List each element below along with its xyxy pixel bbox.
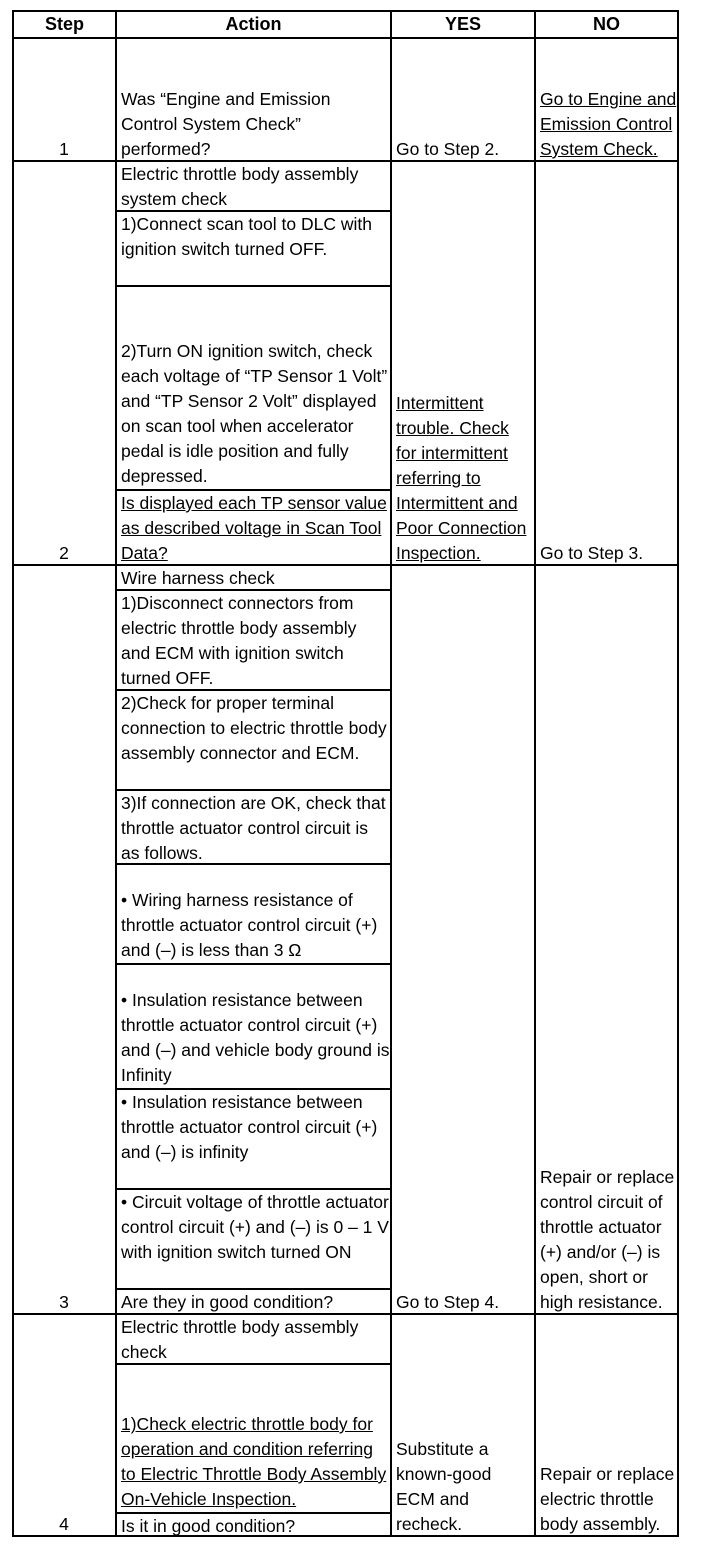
action-question: Was “Engine and Emission Control System Check” performed? — [121, 89, 331, 159]
action-question: Are they in good condition? — [121, 1292, 334, 1312]
action-question: Is it in good condition? — [121, 1516, 296, 1536]
action-bullet: • Insulation resistance between throttle actuator control circuit (+) and (–) is infinity — [121, 1092, 378, 1162]
no-text: Repair or replace control circuit of throttle actuator (+) and/or (–) is open, short or high resistance. — [540, 1167, 675, 1312]
action-title: Electric throttle body assembly check — [121, 1317, 359, 1362]
no-cell — [536, 566, 677, 1315]
action-step-text: 2)Turn ON ignition switch, check each voltage of “TP Sensor 1 Volt” and “TP Sensor 2 Volt” displayed on scan tool when accelerator pedal is idle position and fully depressed. — [121, 341, 388, 486]
action-step: 1)Disconnect connectors from electric throttle body assembly and ECM with ignition switch turned OFF. — [121, 593, 357, 688]
action-step: 1)Connect scan tool to DLC with ignition switch turned OFF. — [121, 214, 372, 259]
action-bullet: • Circuit voltage of throttle actuator control circuit (+) and (–) is 0 – 1 V with ignition switch turned ON — [121, 1192, 389, 1262]
table-header — [14, 12, 677, 39]
no-text: Go to Step 3. — [540, 543, 644, 563]
action-step-link[interactable]: 1)Check electric throttle body for operation and condition referring to Electric Throttle Body Assembly On-Vehicle Inspection. — [121, 1414, 387, 1509]
yes-cell[interactable] — [392, 162, 534, 566]
action-bullet — [117, 865, 390, 963]
header-yes: YES — [444, 14, 482, 34]
no-cell — [536, 162, 677, 566]
diagnostic-table — [12, 10, 679, 1537]
step-number: 1 — [59, 139, 69, 159]
yes-link[interactable]: Intermittent trouble. Check for intermittent referring to Intermittent and Poor Connection Inspection. — [396, 393, 527, 563]
no-cell — [536, 1315, 677, 1537]
action-title: Wire harness check — [121, 568, 275, 588]
header-action: Action — [225, 14, 282, 34]
action-step[interactable] — [117, 1365, 390, 1512]
no-link[interactable]: Go to Engine and Emission Control System Check. — [540, 89, 677, 159]
action-step — [117, 287, 390, 489]
header-no: NO — [593, 14, 620, 34]
no-text: Repair or replace electric throttle body assembly. — [540, 1464, 675, 1534]
action-title: Electric throttle body assembly system check — [121, 164, 359, 209]
yes-text: Substitute a known-good ECM and recheck. — [396, 1439, 492, 1534]
action-text — [117, 39, 390, 162]
action-bullet-text: • Insulation resistance between throttle actuator control circuit (+) and (–) and vehicle body ground is Infinity — [121, 990, 390, 1085]
action-step: 2)Check for proper terminal connection to electric throttle body assembly connector and ECM. — [121, 693, 387, 763]
action-step: 3)If connection are OK, check that throttle actuator control circuit is as follows. — [121, 793, 386, 863]
action-bullet-text: • Wiring harness resistance of throttle actuator control circuit (+) and (–) is less than 3 Ω — [121, 890, 378, 960]
no-cell[interactable] — [536, 39, 677, 162]
step-number: 3 — [59, 1292, 69, 1312]
step-number: 2 — [59, 543, 69, 563]
yes-cell — [392, 39, 534, 162]
action-bullet — [117, 965, 390, 1088]
header-step: Step — [44, 14, 84, 34]
step-number: 4 — [59, 1514, 69, 1534]
action-question: Is displayed each TP sensor value as described voltage in Scan Tool Data? — [121, 493, 387, 563]
yes-cell — [392, 566, 534, 1315]
yes-cell — [392, 1315, 534, 1537]
yes-text: Go to Step 2. — [396, 139, 500, 159]
yes-text: Go to Step 4. — [396, 1292, 500, 1312]
